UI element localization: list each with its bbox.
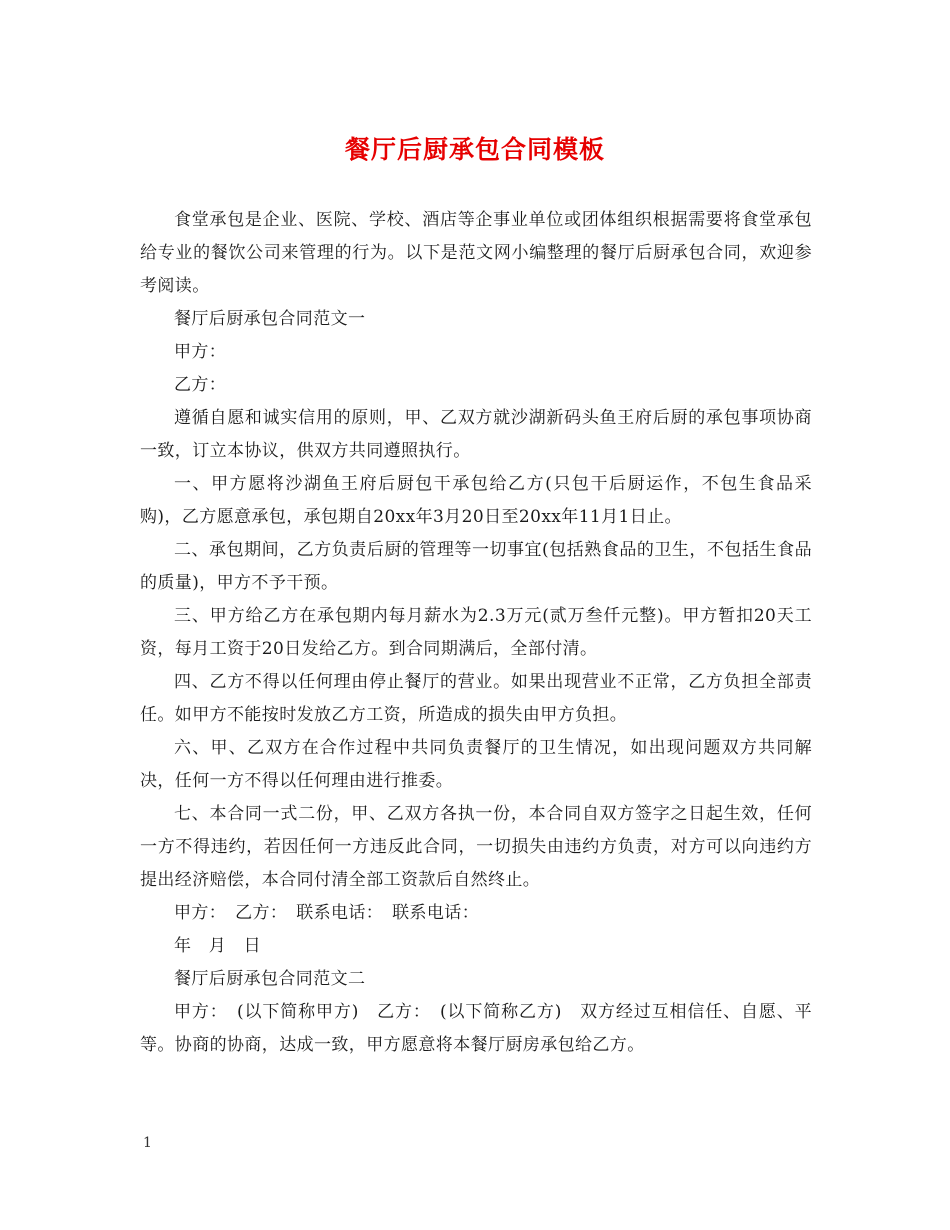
section-heading-sample-one: 餐厅后厨承包合同范文一 (174, 309, 366, 329)
preamble-paragraph: 遵循自愿和诚实信用的原则，甲、乙双方就沙湖新码头鱼王府后厨的承包事项协商一致，订立本协议，供双方共同遵照执行。 (140, 408, 812, 461)
clause-1: 一、甲方愿将沙湖鱼王府后厨包干承包给乙方(只包干后厨运作，不包生食品采购)，乙方愿意承包，承包期自20xx年3月20日至20xx年11月1日止。 (140, 474, 812, 527)
clause-6: 六、甲、乙双方在合作过程中共同负责餐厅的卫生情况，如出现问题双方共同解决，任何一方不得以任何理由进行推委。 (140, 738, 812, 791)
clause-2: 二、承包期间，乙方负责后厨的管理等一切事宜(包括熟食品的卫生，不包括生食品的质量)，甲方不予干预。 (140, 540, 812, 593)
signature-line: 甲方： 乙方： 联系电话： 联系电话： (174, 903, 480, 923)
sample-two-opening-paragraph: 甲方： (以下简称甲方) 乙方： (以下简称乙方) 双方经过互相信任、自愿、平等。协商的协商，达成一致，甲方愿意将本餐厅厨房承包给乙方。 (140, 1002, 812, 1055)
document-body (140, 204, 812, 1062)
clause-3: 三、甲方给乙方在承包期内每月薪水为2.3万元(贰万叁仟元整)。甲方暂扣20天工资，每月工资于20日发给乙方。到合同期满后，全部付清。 (140, 606, 812, 659)
section-heading-sample-two: 餐厅后厨承包合同范文二 (174, 969, 366, 989)
party-a-line: 甲方： (174, 342, 227, 362)
page-number: 1 (143, 1135, 152, 1151)
party-b-line: 乙方： (174, 375, 227, 395)
clause-4: 四、乙方不得以任何理由停止餐厅的营业。如果出现营业不正常，乙方负担全部责任。如甲方不能按时发放乙方工资，所造成的损失由甲方负担。 (140, 672, 812, 725)
clause-7: 七、本合同一式二份，甲、乙双方各执一份，本合同自双方签字之日起生效，任何一方不得违约，若因任何一方违反此合同，一切损失由违约方负责，对方可以向违约方提出经济赔偿，本合同付清全部工资款后自然终止。 (140, 804, 812, 890)
date-line: 年 月 日 (174, 936, 261, 956)
document-title: 餐厅后厨承包合同模板 (344, 135, 605, 164)
intro-paragraph: 食堂承包是企业、医院、学校、酒店等企事业单位或团体组织根据需要将食堂承包给专业的餐饮公司来管理的行为。以下是范文网小编整理的餐厅后厨承包合同，欢迎参考阅读。 (140, 210, 812, 296)
